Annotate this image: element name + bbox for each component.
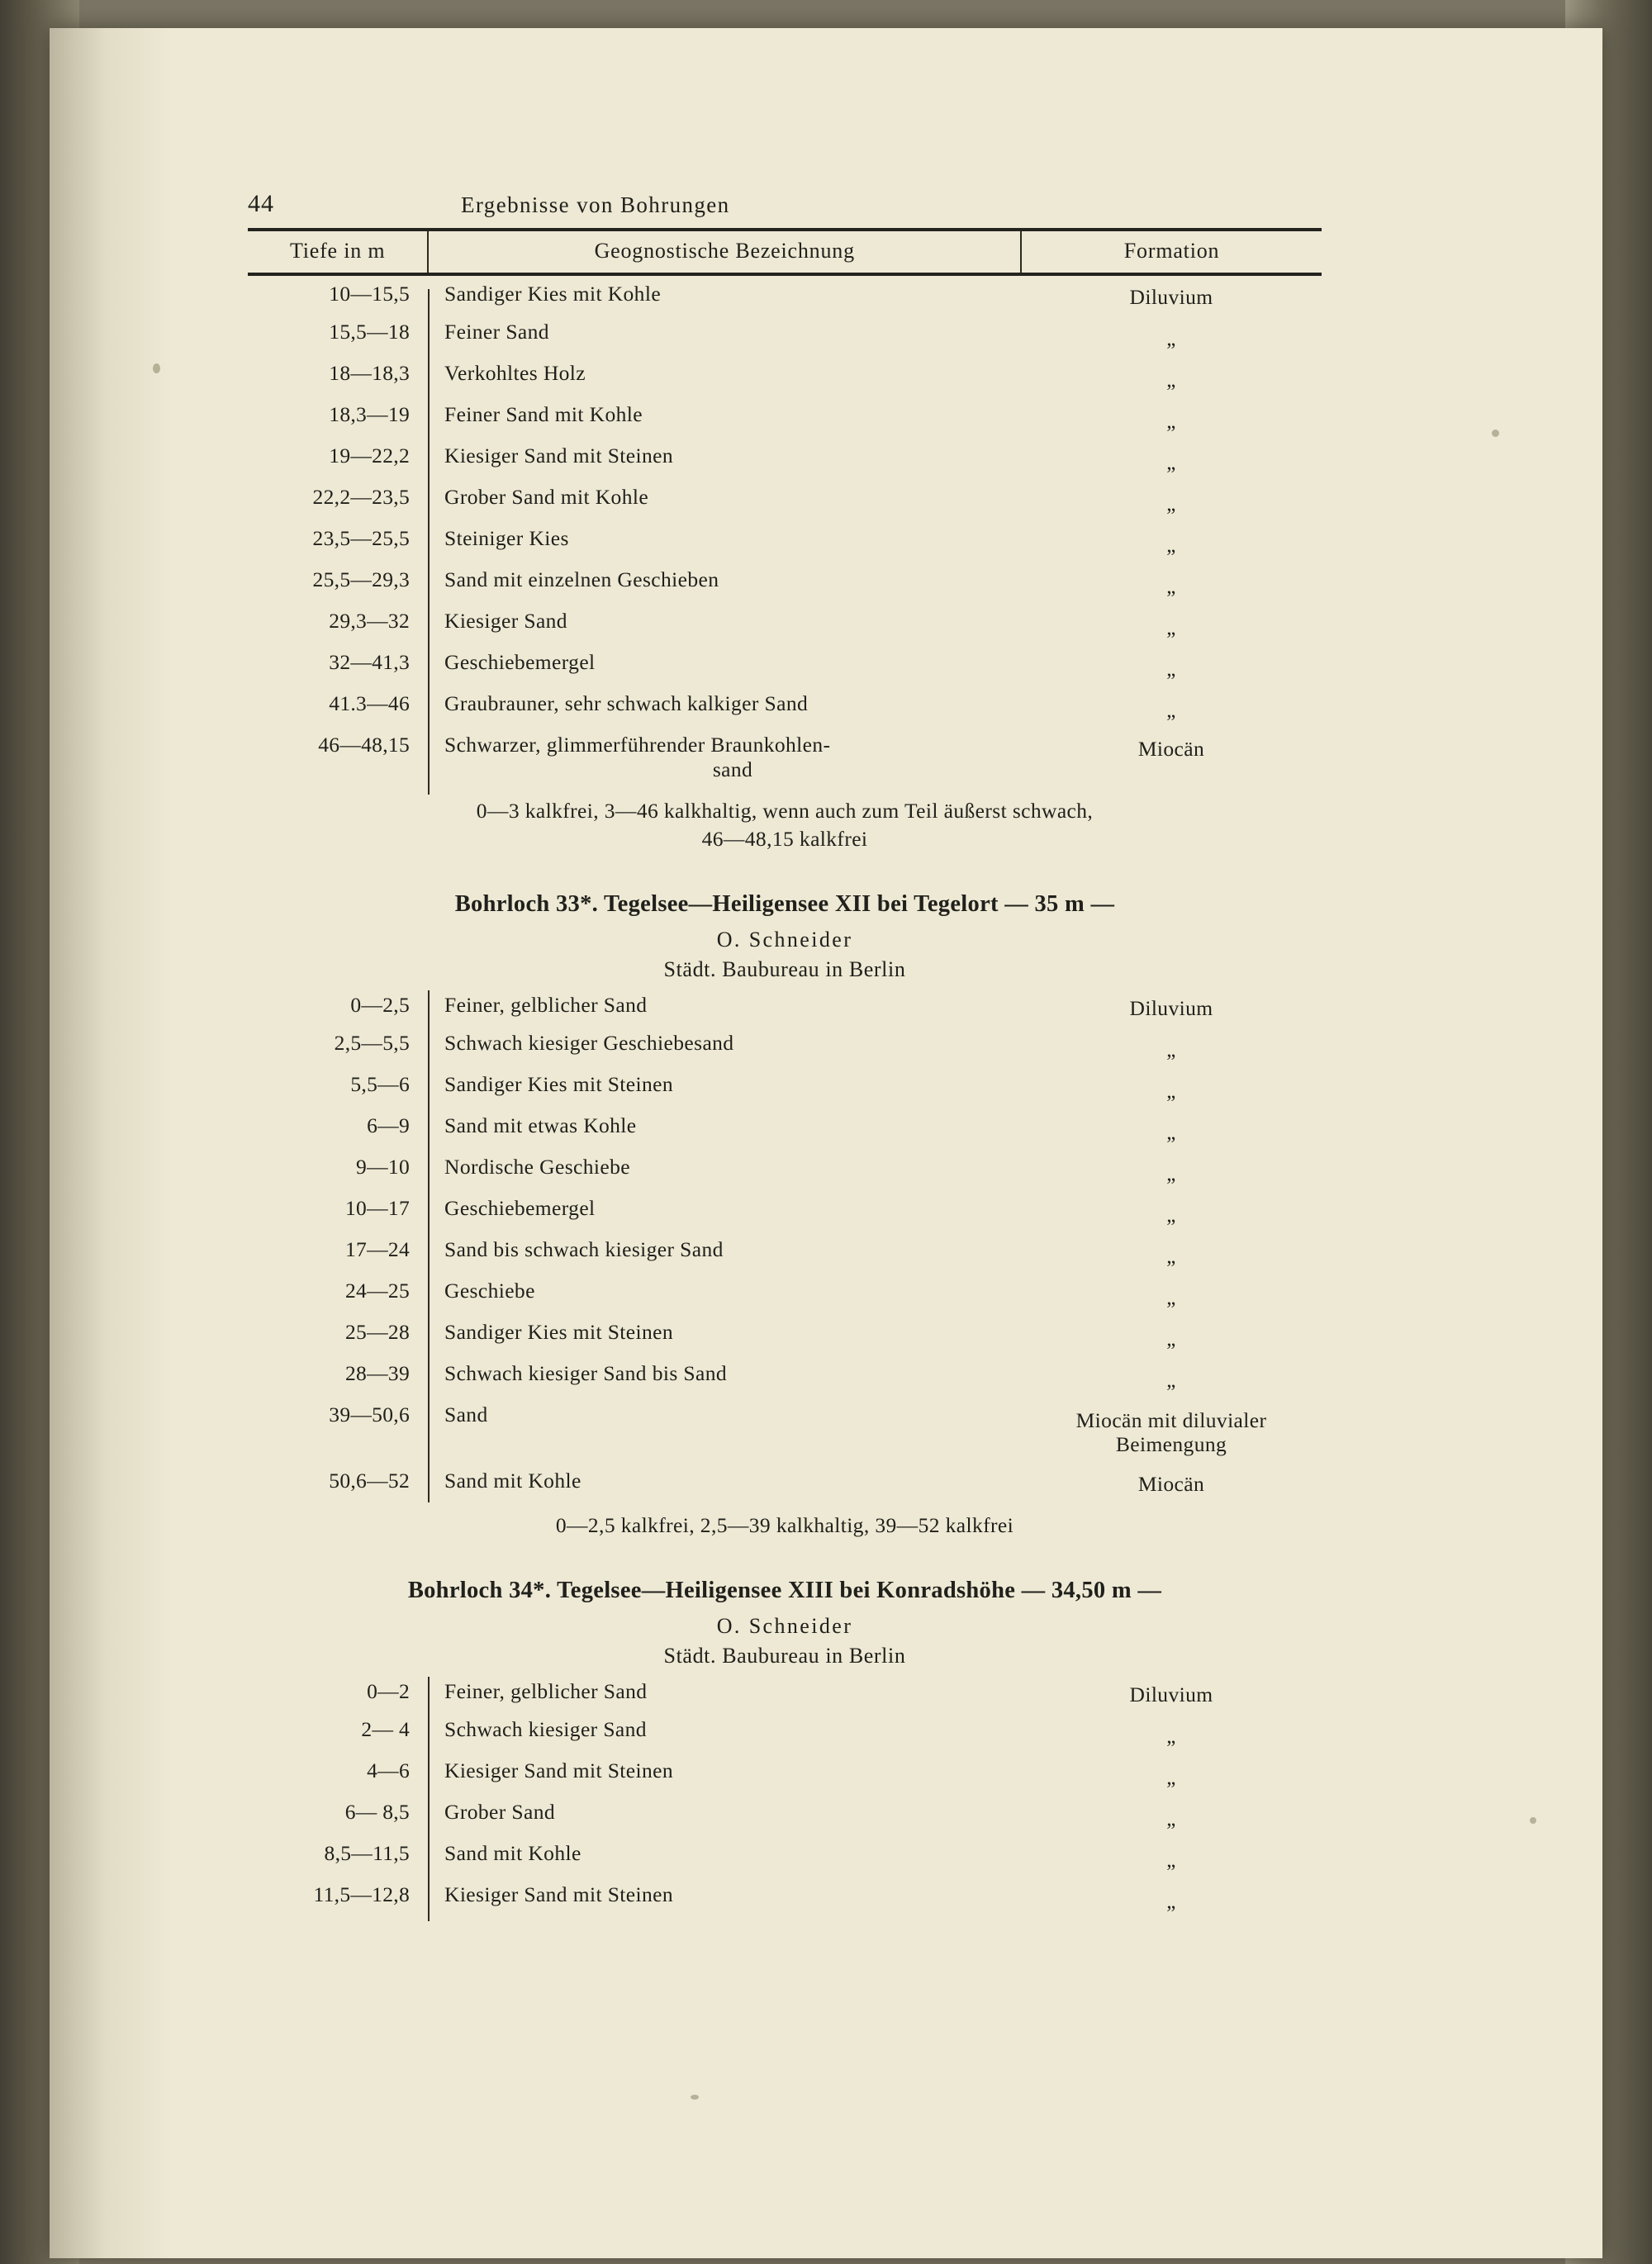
- cell-formation: „: [1166, 492, 1176, 515]
- table-row: [248, 645, 1322, 686]
- cell-formation: „: [1166, 1203, 1176, 1227]
- cell-formation: „: [1166, 1369, 1176, 1392]
- cell-description: Kiesiger Sand: [444, 609, 567, 633]
- cell-description: Sand mit Kohle: [444, 1468, 582, 1493]
- page-number: 44: [248, 190, 274, 217]
- table-row: [248, 480, 1322, 521]
- cell-description: Feiner, gelblicher Sand: [444, 992, 648, 1017]
- cell-description: Geschiebe: [444, 1279, 535, 1303]
- table-row: [248, 1026, 1322, 1067]
- table-row: [248, 397, 1322, 439]
- cell-formation: „: [1166, 1849, 1176, 1872]
- table-header-row: [248, 231, 1322, 273]
- cell-description: Grober Sand mit Kohle: [444, 485, 649, 509]
- cell-formation: „: [1166, 1286, 1176, 1309]
- cell-description: Kiesiger Sand mit Steinen: [444, 444, 674, 468]
- cell-formation: „: [1166, 1890, 1176, 1913]
- calcareous-note-line1: 0—2,5 kalkfrei, 2,5—39 kalkhaltig, 39—52 kalkfrei: [555, 1512, 1014, 1537]
- table-row: [248, 1463, 1322, 1502]
- cell-description: Sand: [444, 1403, 488, 1427]
- cell-depth: 0—2,5: [350, 992, 410, 1017]
- borehole-34-title: Bohrloch 34*. Tegelsee—Heiligensee XIII bei Konradshöhe — 34,50 m —: [407, 1578, 1162, 1604]
- cell-description: [428, 728, 1021, 787]
- column-header-description: Geognostische Bezeichnung: [427, 231, 1020, 273]
- table-row: [248, 521, 1322, 562]
- cell-description: Sandiger Kies mit Steinen: [444, 1072, 674, 1097]
- table-row: [248, 1712, 1322, 1754]
- table-row: [248, 1877, 1322, 1919]
- cell-depth: 18—18,3: [329, 361, 410, 385]
- cell-depth: 25—28: [345, 1320, 410, 1345]
- page-title: Ergebnisse von Bohrungen: [461, 192, 730, 217]
- cell-formation: „: [1166, 451, 1176, 474]
- cell-depth: 10—15,5: [329, 281, 410, 306]
- cell-formation: „: [1166, 410, 1176, 433]
- table-row: [248, 1150, 1322, 1191]
- table-row: [248, 1274, 1322, 1315]
- cell-depth: 41.3—46: [329, 691, 410, 715]
- cell-formation: Diluvium: [1129, 996, 1213, 1021]
- cell-formation: „: [1166, 534, 1176, 557]
- cell-depth: 39—50,6: [329, 1403, 410, 1427]
- cell-description: Sandiger Kies mit Kohle: [444, 281, 662, 306]
- cell-formation: Diluvium: [1129, 1683, 1213, 1707]
- table-row: [248, 315, 1322, 356]
- table-row: [248, 356, 1322, 397]
- cell-depth: 23,5—25,5: [312, 526, 410, 550]
- table-row: [248, 1673, 1322, 1712]
- cell-depth: 5,5—6: [350, 1072, 410, 1097]
- cell-description-line2: sand: [712, 757, 753, 781]
- cell-depth: 18,3—19: [329, 402, 410, 426]
- cell-depth: 25,5—29,3: [312, 567, 410, 591]
- cell-formation: „: [1166, 575, 1176, 598]
- cell-depth: 2,5—5,5: [334, 1031, 410, 1056]
- cell-description: Sand bis schwach kiesiger Sand: [444, 1237, 724, 1262]
- borehole-33-author: O. Schneider: [716, 928, 853, 952]
- calcareous-note-line1: 0—3 kalkfrei, 3—46 kalkhaltig, wenn auch zum Teil äußerst schwach,: [476, 798, 1094, 823]
- cell-description: Sand mit etwas Kohle: [444, 1113, 637, 1138]
- table-row: [248, 1067, 1322, 1108]
- column-header-depth: Tiefe in m: [289, 239, 386, 263]
- cell-depth: 28—39: [345, 1361, 410, 1386]
- table-row: [248, 1191, 1322, 1232]
- paper-speck: [1492, 430, 1499, 437]
- calcareous-note-line2: 46—48,15 kalkfrei: [701, 826, 868, 851]
- cell-description: Schwach kiesiger Sand bis Sand: [444, 1361, 728, 1386]
- paper-speck: [1530, 1817, 1536, 1824]
- cell-formation: Miocän mit diluvialer Beimengung: [1075, 1407, 1267, 1457]
- borehole-34-affiliation: Städt. Baubureau in Berlin: [663, 1644, 906, 1668]
- table-row: [248, 686, 1322, 728]
- cell-depth: 32—41,3: [329, 650, 410, 674]
- paper-gutter-shadow: [50, 28, 173, 2258]
- cell-description: Feiner Sand mit Kohle: [444, 402, 643, 426]
- cell-formation: „: [1166, 1807, 1176, 1830]
- cell-formation: „: [1166, 616, 1176, 639]
- cell-depth: 15,5—18: [329, 320, 410, 344]
- borehole-33-title: Bohrloch 33*. Tegelsee—Heiligensee XII bei Tegelort — 35 m —: [454, 891, 1115, 918]
- cell-formation: „: [1166, 1038, 1176, 1061]
- cell-description: Verkohltes Holz: [444, 361, 586, 385]
- borehole-table-32-continued: [248, 228, 1322, 853]
- table-row: [248, 1108, 1322, 1150]
- cell-depth: 46—48,15: [318, 733, 410, 757]
- paper-speck: [691, 2095, 699, 2100]
- borehole-34-author: O. Schneider: [716, 1614, 853, 1639]
- table-row: [248, 987, 1322, 1026]
- cell-description: Grober Sand: [444, 1800, 555, 1825]
- table-row: [248, 728, 1322, 787]
- table-depth-divider: [428, 1677, 430, 1921]
- cell-depth: 50,6—52: [329, 1468, 410, 1493]
- cell-formation: „: [1166, 1766, 1176, 1789]
- cell-formation: Diluvium: [1129, 285, 1213, 309]
- cell-formation: Miocän: [1137, 736, 1205, 761]
- cell-formation: „: [1166, 699, 1176, 722]
- cell-description: Geschiebemergel: [444, 650, 596, 674]
- table-row: [248, 562, 1322, 604]
- table-row: [248, 1315, 1322, 1356]
- borehole-table-34: [248, 1673, 1322, 1919]
- cell-description: Schwach kiesiger Sand: [444, 1717, 647, 1742]
- cell-description: Graubrauner, sehr schwach kalkiger Sand: [444, 691, 809, 715]
- table-depth-divider: [428, 289, 430, 795]
- table-row: [248, 1398, 1322, 1464]
- cell-depth: 0—2: [367, 1678, 410, 1703]
- cell-formation: „: [1166, 368, 1176, 392]
- cell-description: Steiniger Kies: [444, 526, 569, 550]
- table-row: [248, 439, 1322, 480]
- cell-depth: 17—24: [345, 1237, 410, 1262]
- cell-depth: 29,3—32: [329, 609, 410, 633]
- cell-description: Kiesiger Sand mit Steinen: [444, 1759, 674, 1783]
- cell-depth: 22,2—23,5: [312, 485, 410, 509]
- table-row: [248, 1754, 1322, 1795]
- page-content: [248, 190, 1322, 1919]
- borehole-table-33: [248, 987, 1322, 1540]
- table-row: [248, 1356, 1322, 1398]
- cell-depth: 10—17: [345, 1196, 410, 1221]
- cell-depth: 24—25: [345, 1279, 410, 1303]
- cell-formation: „: [1166, 1121, 1176, 1144]
- table-row: [248, 604, 1322, 645]
- cell-formation: „: [1166, 1725, 1176, 1748]
- cell-description: Feiner, gelblicher Sand: [444, 1678, 648, 1703]
- table-row: [248, 1232, 1322, 1274]
- cell-description: Nordische Geschiebe: [444, 1155, 630, 1179]
- cell-formation: „: [1166, 1327, 1176, 1350]
- column-header-formation: Formation: [1020, 231, 1322, 273]
- calcareous-note: [248, 787, 1322, 854]
- cell-description: Geschiebemergel: [444, 1196, 596, 1221]
- cell-formation: Miocän: [1137, 1472, 1205, 1497]
- cell-description: Sand mit einzelnen Geschieben: [444, 567, 719, 591]
- cell-formation: „: [1166, 657, 1176, 681]
- borehole-33-affiliation: Städt. Baubureau in Berlin: [663, 957, 906, 982]
- cell-depth: 6—9: [367, 1113, 410, 1138]
- cell-description: Sandiger Kies mit Steinen: [444, 1320, 674, 1345]
- cell-depth: 8,5—11,5: [324, 1841, 410, 1866]
- cell-formation: „: [1166, 1245, 1176, 1268]
- cell-formation: „: [1166, 1162, 1176, 1185]
- running-head: [248, 190, 1322, 228]
- cell-depth: 6— 8,5: [344, 1800, 410, 1825]
- cell-depth: 4—6: [367, 1759, 410, 1783]
- table-depth-divider: [428, 990, 430, 1502]
- cell-description-line1: Schwarzer, glimmerführender Braunkohlen-: [444, 733, 831, 757]
- table-row: [248, 1836, 1322, 1877]
- cell-description: Schwach kiesiger Geschiebesand: [444, 1031, 734, 1056]
- cell-description: Sand mit Kohle: [444, 1841, 582, 1866]
- cell-depth: 9—10: [356, 1155, 410, 1179]
- paper-speck: [153, 363, 160, 373]
- cell-formation: „: [1166, 1080, 1176, 1103]
- cell-description: Feiner Sand: [444, 320, 549, 344]
- cell-depth: 19—22,2: [329, 444, 410, 468]
- calcareous-note: [248, 1502, 1322, 1540]
- cell-depth: 11,5—12,8: [313, 1882, 410, 1907]
- cell-formation: „: [1166, 327, 1176, 350]
- cell-description: Kiesiger Sand mit Steinen: [444, 1882, 674, 1907]
- table-row: [248, 276, 1322, 315]
- table-row: [248, 1795, 1322, 1836]
- cell-depth: 2— 4: [361, 1717, 410, 1742]
